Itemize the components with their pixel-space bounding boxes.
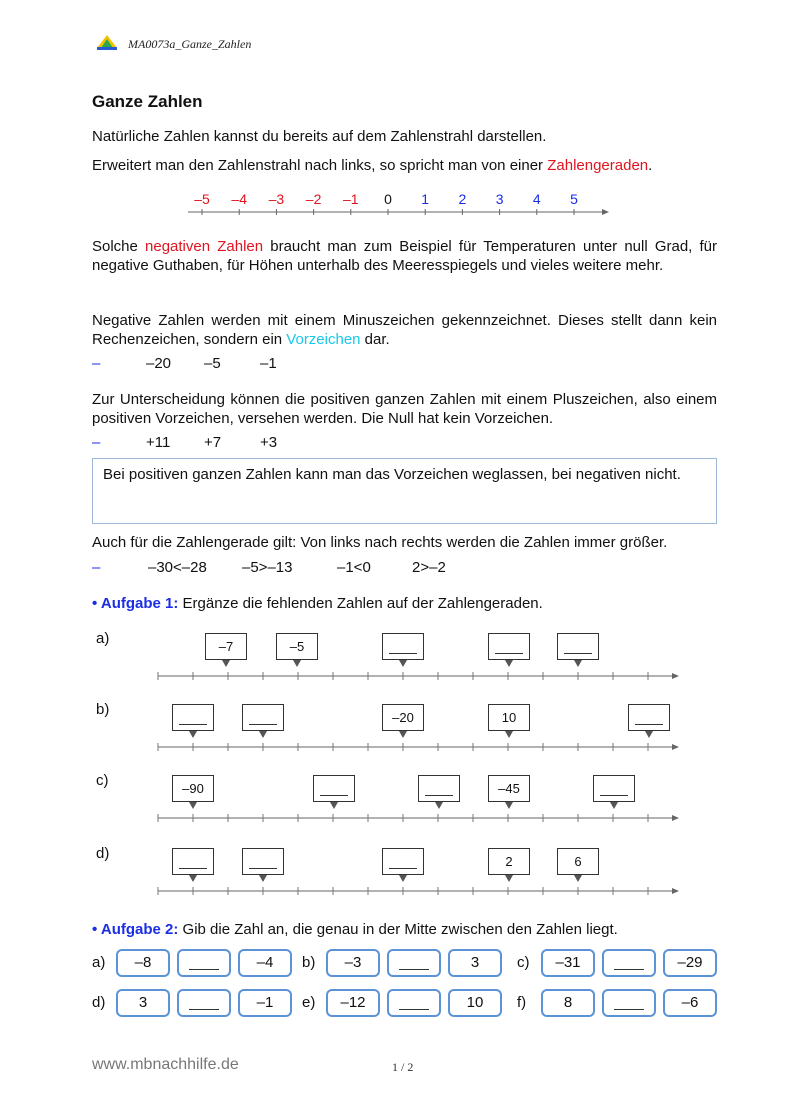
number-line-label-zero: 0 — [384, 191, 392, 207]
number-line-arrow-icon — [672, 888, 679, 894]
number-line-label-pos: 2 — [458, 191, 467, 207]
task-2-answer-input[interactable] — [387, 949, 441, 977]
answer-input-box[interactable] — [382, 848, 424, 875]
task-2-left-value: –8 — [116, 949, 170, 977]
task-1-number-line — [150, 810, 685, 826]
task-2-answer-input[interactable] — [602, 949, 656, 977]
number-line-label-neg: –1 — [343, 191, 359, 207]
task-1-number-line — [150, 739, 685, 755]
task-2-left-value: 8 — [541, 989, 595, 1017]
task-2-heading: • Aufgabe 2: Gib die Zahl an, die genau in der Mitte zwischen den Zahlen liegt. — [92, 921, 618, 938]
task-2-label: d) — [92, 994, 106, 1011]
number-line-label-pos: 3 — [495, 191, 504, 207]
task-2-answer-input[interactable] — [387, 989, 441, 1017]
task-2-label: f) — [517, 994, 527, 1011]
task-2-right-value: –29 — [663, 949, 717, 977]
given-value-box: –45 — [488, 775, 530, 802]
number-line-label-neg: –3 — [268, 191, 285, 207]
pointer-triangle-icon — [504, 875, 514, 883]
given-value-box: –90 — [172, 775, 214, 802]
task-2-right-value: –1 — [238, 989, 292, 1017]
number-line-label-pos: 1 — [421, 191, 430, 207]
paragraph-negative-numbers: Solche negativen Zahlen braucht man zum Beispiel für Temperaturen unter null Grad, für negative Guthaben, für Höhen unterhalb des Meeresspiegels und vieles weitere mehr. — [92, 238, 717, 274]
pointer-triangle-icon — [573, 875, 583, 883]
task-2-label: b) — [302, 954, 316, 971]
given-value-box: –7 — [205, 633, 247, 660]
pointer-triangle-icon — [609, 802, 619, 810]
pointer-triangle-icon — [398, 660, 408, 668]
task-2-right-value: 10 — [448, 989, 502, 1017]
pointer-triangle-icon — [258, 731, 268, 739]
number-line-label-neg: –5 — [194, 191, 210, 207]
pointer-triangle-icon — [188, 731, 198, 739]
paragraph-order: Auch für die Zahlengerade gilt: Von links nach rechts werden die Zahlen immer größer. — [92, 534, 668, 551]
number-line-arrow-icon — [602, 209, 609, 215]
pointer-triangle-icon — [504, 802, 514, 810]
answer-input-box[interactable] — [313, 775, 355, 802]
pointer-triangle-icon — [258, 875, 268, 883]
term-vorzeichen: Vorzeichen — [286, 331, 361, 348]
task-1-heading: • Aufgabe 1: Ergänze die fehlenden Zahlen auf der Zahlengeraden. — [92, 595, 543, 612]
pointer-triangle-icon — [644, 731, 654, 739]
task-2-right-value: –6 — [663, 989, 717, 1017]
paragraph-sign: Negative Zahlen werden mit einem Minuszeichen gekennzeichnet. Dieses stellt dann kein Rechenzeichen, sondern ein Vorzeichen dar. — [92, 312, 717, 348]
task-1-row-label: d) — [96, 845, 110, 862]
given-value-box: 6 — [557, 848, 599, 875]
number-line-label-pos: 4 — [532, 191, 541, 207]
number-line-arrow-icon — [672, 673, 679, 679]
task-2-label: c) — [517, 954, 530, 971]
example-positive: – +11 +7 +3 — [92, 434, 278, 451]
task-2-label: e) — [302, 994, 316, 1011]
pointer-triangle-icon — [504, 731, 514, 739]
page-title: Ganze Zahlen — [92, 92, 203, 111]
intro-number-line — [180, 188, 610, 224]
task-2-right-value: –4 — [238, 949, 292, 977]
task-2-left-value: 3 — [116, 989, 170, 1017]
number-line-arrow-icon — [672, 744, 679, 750]
task-1-row-label: a) — [96, 630, 110, 647]
pointer-triangle-icon — [398, 875, 408, 883]
note-box: Bei positiven ganzen Zahlen kann man das Vorzeichen weglassen, bei negativen nicht. — [92, 458, 717, 524]
book-logo-icon — [96, 34, 118, 50]
example-comparisons: – –30<–28 –5>–13 –1<0 2>–2 — [92, 559, 446, 576]
term-zahlengerade: Zahlengeraden — [547, 157, 649, 174]
given-value-box: 10 — [488, 704, 530, 731]
number-line-label-neg: –2 — [305, 191, 322, 207]
pointer-triangle-icon — [434, 802, 444, 810]
task-1-row-label: c) — [96, 772, 109, 789]
given-value-box: 2 — [488, 848, 530, 875]
term-negative-zahlen: negativen Zahlen — [145, 238, 264, 255]
number-line-label-neg: –4 — [231, 191, 247, 207]
task-2-label: a) — [92, 954, 106, 971]
answer-input-box[interactable] — [557, 633, 599, 660]
task-2-left-value: –31 — [541, 949, 595, 977]
given-value-box: –5 — [276, 633, 318, 660]
pointer-triangle-icon — [329, 802, 339, 810]
answer-input-box[interactable] — [593, 775, 635, 802]
answer-input-box[interactable] — [488, 633, 530, 660]
answer-input-box[interactable] — [242, 848, 284, 875]
task-2-answer-input[interactable] — [177, 949, 231, 977]
number-line-label-pos: 5 — [570, 191, 578, 207]
pointer-triangle-icon — [292, 660, 302, 668]
footer-url: www.mbnachhilfe.de — [92, 1056, 239, 1073]
number-line-arrow-icon — [672, 815, 679, 821]
intro-line-1: Natürliche Zahlen kannst du bereits auf dem Zahlenstrahl darstellen. — [92, 128, 547, 145]
pointer-triangle-icon — [221, 660, 231, 668]
document-id: MA0073a_Ganze_Zahlen — [128, 37, 252, 51]
answer-input-box[interactable] — [172, 704, 214, 731]
task-2-left-value: –3 — [326, 949, 380, 977]
task-1-number-line — [150, 883, 685, 899]
pointer-triangle-icon — [504, 660, 514, 668]
answer-input-box[interactable] — [382, 633, 424, 660]
intro-line-2: Erweitert man den Zahlenstrahl nach links, so spricht man von einer Zahlengeraden. — [92, 157, 653, 174]
page-number: 1 / 2 — [392, 1060, 414, 1074]
task-1-row-label: b) — [96, 701, 110, 718]
task-2-answer-input[interactable] — [177, 989, 231, 1017]
given-value-box: –20 — [382, 704, 424, 731]
task-2-left-value: –12 — [326, 989, 380, 1017]
task-1-number-line — [150, 668, 685, 684]
example-negative: – –20 –5 –1 — [92, 355, 277, 372]
answer-input-box[interactable] — [628, 704, 670, 731]
paragraph-positive-sign: Zur Unterscheidung können die positiven ganzen Zahlen mit einem Pluszeichen, also einem positiven Vorzeichen, versehen werden. Die Null hat kein Vorzeichen. — [92, 391, 717, 427]
answer-input-box[interactable] — [172, 848, 214, 875]
pointer-triangle-icon — [573, 660, 583, 668]
pointer-triangle-icon — [188, 875, 198, 883]
pointer-triangle-icon — [188, 802, 198, 810]
task-2-right-value: 3 — [448, 949, 502, 977]
answer-input-box[interactable] — [242, 704, 284, 731]
answer-input-box[interactable] — [418, 775, 460, 802]
pointer-triangle-icon — [398, 731, 408, 739]
task-2-answer-input[interactable] — [602, 989, 656, 1017]
